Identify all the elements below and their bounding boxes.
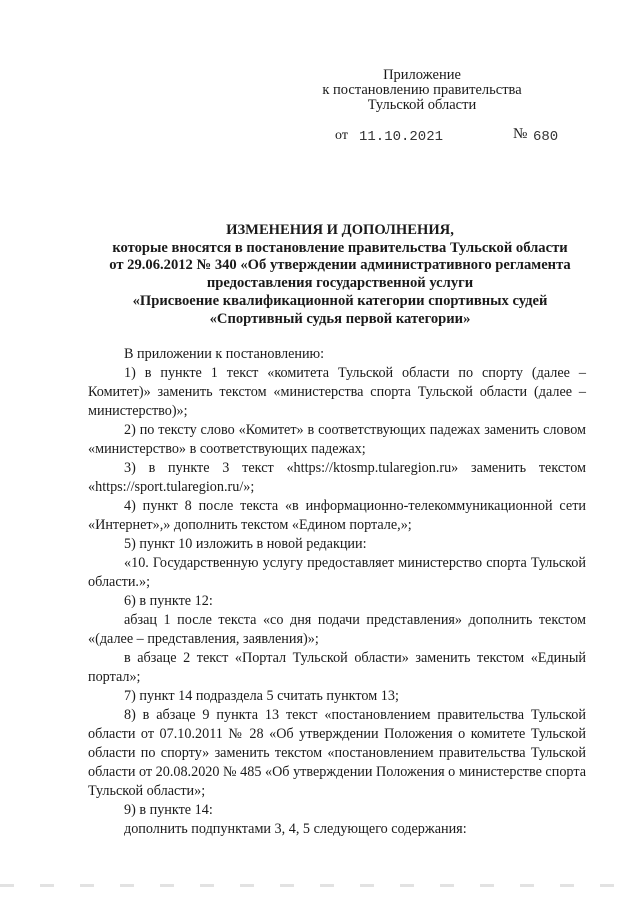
document-title (60, 222, 620, 328)
title-line-5: «Присвоение квалификационной категории спортивных судей (132, 292, 548, 309)
number-value: 680 (533, 129, 559, 145)
appendix-line-2: к постановлению правительства (322, 82, 522, 98)
appendix-line-3: Тульской области (367, 97, 477, 113)
date-value: 11.10.2021 (359, 129, 444, 145)
scan-artifact-line (0, 884, 640, 887)
number-label: № (513, 126, 528, 142)
document-body (88, 345, 586, 839)
title-line-3: от 29.06.2012 № 340 «Об утверждении административного регламента (109, 257, 571, 274)
title-line-2: которые вносятся в постановление правительства Тульской области (112, 239, 568, 256)
paragraph-item-4: 4) пункт 8 после текста «в информационно-телекоммуникационной сети «Интернет»,» дополнить текстом «Едином портале,»; (88, 498, 586, 533)
paragraph-intro: В приложении к постановлению: (124, 346, 325, 362)
paragraph-item-7: 7) пункт 14 подраздела 5 считать пунктом 13; (124, 688, 399, 704)
paragraph-item-8: 8) в абзаце 9 пункта 13 текст «постановлением правительства Тульской области от 07.10.2011 № 28 «Об утверждении Положения о комитете Тульской области по спорту» заменить текстом «постановлением правительства Тульской области от 20.08.2020 № 485 «Об утверждении Положения о министерстве спорта Тульской области»; (88, 707, 586, 799)
appendix-header (292, 68, 552, 113)
paragraph-item-5-text: «10. Государственную услугу предоставляет министерство спорта Тульской области.»; (88, 555, 586, 590)
paragraph-item-3: 3) в пункте 3 текст «https://ktosmp.tularegion.ru» заменить текстом «https://sport.tularegion.ru/»; (88, 460, 586, 495)
paragraph-item-9-a: дополнить подпунктами 3, 4, 5 следующего содержания: (124, 821, 467, 837)
paragraph-item-6: 6) в пункте 12: (124, 593, 213, 609)
paragraph-item-6-b: в абзаце 2 текст «Портал Тульской области» заменить текстом «Единый портал»; (88, 650, 586, 685)
title-line-4: предоставления государственной услуги (206, 275, 474, 292)
paragraph-item-1: 1) в пункте 1 текст «комитета Тульской области по спорту (далее – Комитет)» заменить текстом «министерства спорта Тульской области (далее – министерство)»; (88, 365, 586, 419)
date-label: от (335, 128, 348, 143)
paragraph-item-6-a: абзац 1 после текста «со дня подачи представления» дополнить текстом «(далее – представления, заявления)»; (88, 612, 586, 647)
paragraph-item-9: 9) в пункте 14: (124, 802, 213, 818)
title-line-6: «Спортивный судья первой категории» (209, 310, 471, 327)
paragraph-item-2: 2) по тексту слово «Комитет» в соответствующих падежах заменить словом «министерство» в соответствующих падежах; (88, 422, 586, 457)
appendix-line-1: Приложение (383, 67, 461, 83)
title-line-1: ИЗМЕНЕНИЯ И ДОПОЛНЕНИЯ, (226, 222, 454, 238)
paragraph-item-5: 5) пункт 10 изложить в новой редакции: (124, 536, 367, 552)
